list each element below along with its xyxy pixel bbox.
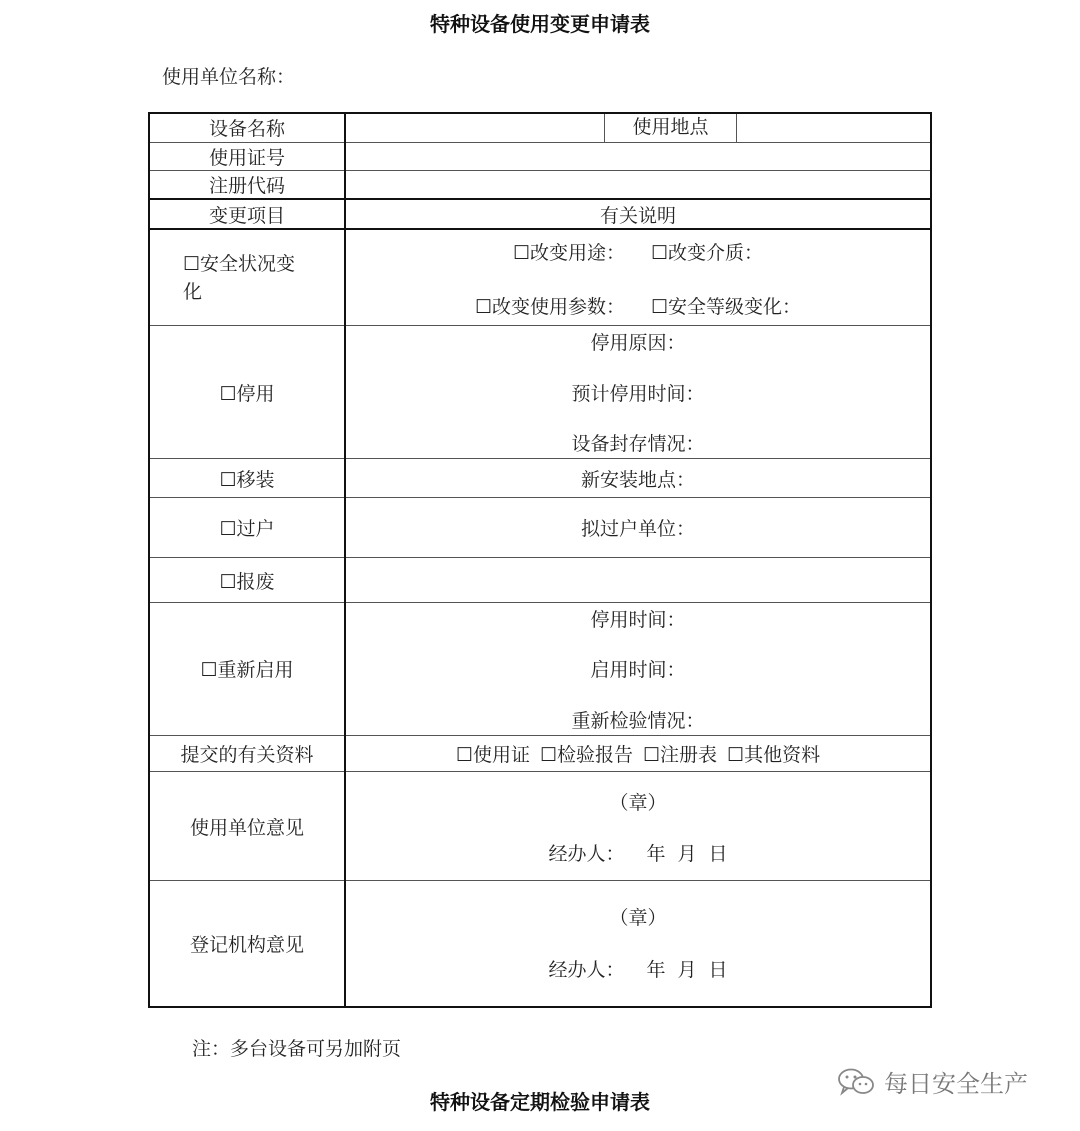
- reinspection-field[interactable]: 重新检验情况：: [571, 709, 705, 732]
- page-title: 特种设备使用变更申请表: [430, 12, 650, 36]
- transfer-unit-field[interactable]: 拟过户单位：: [345, 498, 931, 558]
- registration-form-checkbox[interactable]: ☐注册表: [643, 743, 718, 766]
- scrap-cell: [149, 558, 345, 602]
- registry-seal: （章）: [609, 907, 667, 930]
- other-materials-checkbox[interactable]: ☐其他资料: [727, 743, 821, 766]
- row-user-opinion: [149, 771, 931, 880]
- user-date-year: 年: [646, 843, 666, 866]
- change-use-checkbox[interactable]: ☐改变用途：: [512, 242, 625, 265]
- stop-cell: [149, 325, 345, 458]
- relocate-checkbox[interactable]: ☐移装: [219, 468, 275, 491]
- materials-label: 提交的有关资料: [149, 735, 345, 771]
- stop-checkbox[interactable]: ☐停用: [219, 382, 275, 405]
- user-opinion-cell[interactable]: [345, 771, 931, 880]
- certificate-no-field[interactable]: [345, 142, 931, 170]
- use-certificate-checkbox[interactable]: ☐使用证: [455, 743, 530, 766]
- footnote: 注：多台设备可另加附页: [192, 1038, 402, 1060]
- row-stop: [149, 325, 931, 458]
- row-device-name: [149, 113, 931, 142]
- row-registration: [149, 170, 931, 199]
- next-form-title: 特种设备定期检验申请表: [430, 1090, 650, 1114]
- safety-grade-checkbox[interactable]: ☐安全等级变化：: [651, 295, 802, 318]
- safety-change-cell: [149, 229, 345, 325]
- change-application-form: [148, 112, 932, 1008]
- stop-planned-time-field[interactable]: 预计停用时间：: [571, 382, 705, 405]
- user-date-month: 月: [677, 843, 697, 866]
- scrap-description-field[interactable]: [345, 558, 931, 602]
- stopped-time-field[interactable]: 停用时间：: [590, 608, 686, 631]
- change-medium-checkbox[interactable]: ☐改变介质：: [651, 242, 764, 265]
- stop-fields-cell: [345, 325, 931, 458]
- registry-date-year: 年: [646, 959, 666, 981]
- unit-name-label: 使用单位名称：: [162, 66, 296, 88]
- safety-options-cell: [345, 229, 931, 325]
- restart-fields-cell: [345, 602, 931, 735]
- row-header: [149, 199, 931, 229]
- registration-code-label: 注册代码: [149, 170, 345, 199]
- restart-time-field[interactable]: 启用时间：: [590, 659, 686, 682]
- inspection-report-checkbox[interactable]: ☐检验报告: [539, 743, 633, 766]
- stop-reason-field[interactable]: 停用原因：: [590, 331, 686, 354]
- device-name-label: 设备名称: [149, 113, 345, 142]
- registry-date-month: 月: [677, 959, 697, 981]
- scrap-checkbox[interactable]: ☐报废: [219, 570, 275, 593]
- registry-handler-label: 经办人：: [548, 959, 625, 981]
- location-field[interactable]: [737, 114, 930, 142]
- seal-status-field[interactable]: 设备封存情况：: [571, 433, 705, 456]
- relocate-cell: [149, 459, 345, 498]
- safety-change-checkbox[interactable]: ☐安全状况变化: [183, 252, 296, 303]
- user-date-day: 日: [708, 843, 728, 866]
- row-relocate: [149, 459, 931, 498]
- materials-options-cell: [345, 735, 931, 771]
- new-location-field[interactable]: 新安装地点：: [345, 459, 931, 498]
- watermark-text: 每日安全生产: [884, 1070, 1028, 1098]
- registry-opinion-label: 登记机构意见: [149, 881, 345, 1007]
- row-restart: [149, 602, 931, 735]
- restart-cell: [149, 602, 345, 735]
- change-params-checkbox[interactable]: ☐改变使用参数：: [474, 295, 625, 318]
- user-seal: （章）: [609, 791, 667, 814]
- user-handler-label: 经办人：: [548, 843, 625, 866]
- restart-checkbox[interactable]: ☐重新启用: [200, 659, 294, 682]
- header-item: 变更项目: [149, 199, 345, 229]
- location-label: 使用地点: [604, 114, 737, 142]
- registry-opinion-cell[interactable]: [345, 881, 931, 1007]
- user-opinion-label: 使用单位意见: [149, 771, 345, 880]
- row-transfer: [149, 498, 931, 558]
- row-certificate: [149, 142, 931, 170]
- transfer-cell: [149, 498, 345, 558]
- device-name-value-cell: [345, 113, 931, 142]
- row-materials: [149, 735, 931, 771]
- transfer-checkbox[interactable]: ☐过户: [219, 518, 275, 541]
- header-description: 有关说明: [345, 199, 931, 229]
- registration-code-field[interactable]: [345, 170, 931, 199]
- certificate-no-label: 使用证号: [149, 142, 345, 170]
- row-scrap: [149, 558, 931, 602]
- row-registry-opinion: [149, 881, 931, 1007]
- registry-date-day: 日: [708, 959, 728, 981]
- device-name-field[interactable]: [346, 114, 604, 142]
- row-safety-change: [149, 229, 931, 325]
